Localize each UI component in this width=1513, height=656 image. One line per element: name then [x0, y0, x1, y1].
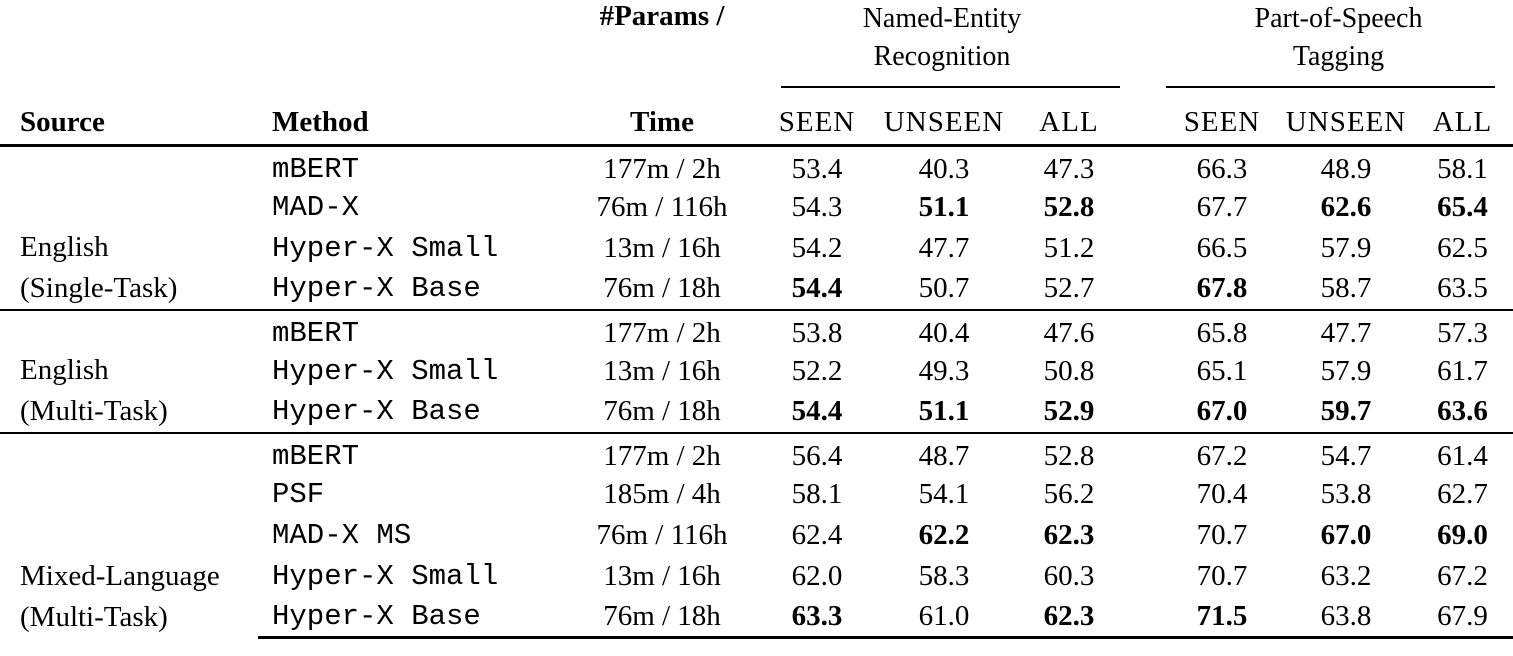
score-cell: 63.8	[1280, 597, 1412, 638]
score-cell: 62.6	[1320, 190, 1372, 223]
ner-group-header	[756, 0, 1128, 86]
gap-cell	[1128, 433, 1164, 474]
source-line1: Mixed-Language	[20, 559, 220, 592]
params-cell: 76m / 18h	[603, 395, 721, 427]
table-row	[0, 146, 1513, 187]
ner-seen-header: SEEN	[756, 100, 878, 146]
params-cell: 76m / 116h	[596, 518, 728, 551]
score-cell: 57.9	[1320, 231, 1372, 264]
method-cell: Hyper-X Small	[272, 354, 499, 388]
score-cell: 40.4	[878, 310, 1010, 351]
score-cell: 62.4	[791, 518, 843, 551]
source-line1: English	[20, 353, 109, 386]
score-cell: 53.8	[1320, 477, 1372, 510]
score-cell: 52.8	[1010, 433, 1128, 474]
pos-cmidrule-cell	[1164, 86, 1513, 100]
score-cell: 50.8	[1043, 354, 1095, 387]
method-cell: Hyper-X Base	[272, 395, 481, 428]
score-cell: 52.2	[791, 354, 843, 387]
block-english-single-task	[0, 146, 1513, 310]
source-line2: (Single-Task)	[20, 271, 178, 304]
table-row	[0, 433, 1513, 474]
score-cell: 70.4	[1196, 477, 1248, 510]
gap-cell	[1128, 310, 1164, 351]
score-cell: 47.7	[918, 231, 970, 264]
score-cell: 57.9	[1320, 354, 1372, 387]
score-cell: 51.1	[918, 395, 970, 427]
score-cell: 63.2	[1320, 559, 1372, 592]
ner-all-header: ALL	[1010, 100, 1128, 146]
pos-unseen-header: UNSEEN	[1280, 100, 1412, 146]
params-cell: 76m / 18h	[568, 597, 756, 638]
pos-group-title-line1: Part-of-Speech	[1254, 3, 1423, 34]
gap-cell	[1128, 228, 1164, 269]
score-cell: 62.3	[1010, 597, 1128, 638]
source-cell	[0, 310, 258, 433]
method-cell: mBERT	[258, 433, 568, 474]
params-cell: 76m / 116h	[596, 190, 728, 223]
source-cell	[0, 433, 258, 638]
method-column-header: Method	[258, 100, 568, 146]
method-cell: mBERT	[272, 152, 360, 186]
score-cell: 54.3	[791, 190, 843, 223]
score-cell: 56.4	[756, 433, 878, 474]
source-line2: (Multi-Task)	[20, 394, 168, 427]
pos-group-title-line2: Tagging	[1292, 41, 1385, 72]
score-cell: 69.0	[1437, 518, 1488, 551]
score-cell: 63.5	[1437, 272, 1488, 304]
params-cell: 76m / 18h	[603, 272, 721, 304]
ner-unseen-header: UNSEEN	[878, 100, 1010, 146]
score-cell: 67.0	[1320, 518, 1372, 551]
score-cell: 54.4	[791, 272, 843, 304]
params-cell: 177m / 2h	[568, 433, 756, 474]
score-cell: 67.8	[1196, 272, 1248, 304]
score-cell: 47.6	[1010, 310, 1128, 351]
gap-cell	[1128, 100, 1164, 146]
gap-cell	[1128, 86, 1164, 100]
params-cell: 177m / 2h	[568, 310, 756, 351]
score-cell: 54.7	[1280, 433, 1412, 474]
score-cell: 49.3	[918, 354, 970, 387]
score-cell: 71.5	[1164, 597, 1280, 638]
gap-cell	[1128, 187, 1164, 228]
ner-group-title-line1: Named-Entity	[862, 3, 1022, 34]
score-cell: 62.2	[918, 518, 970, 551]
score-cell: 48.7	[878, 433, 1010, 474]
source-line1: English	[20, 230, 109, 263]
score-cell: 59.7	[1320, 395, 1372, 427]
gap-cell	[1128, 0, 1164, 86]
score-cell: 47.7	[1280, 310, 1412, 351]
cmidrule-row	[0, 86, 1513, 100]
score-cell: 65.4	[1437, 190, 1488, 223]
score-cell: 67.9	[1412, 597, 1513, 638]
params-header-line1-cell	[568, 0, 756, 86]
score-cell: 40.3	[918, 152, 970, 185]
ner-group-title-line2: Recognition	[873, 41, 1011, 72]
score-cell: 54.1	[918, 477, 970, 510]
score-cell: 66.3	[1196, 152, 1248, 185]
score-cell: 70.7	[1196, 559, 1248, 592]
params-cell: 185m / 4h	[603, 477, 721, 510]
method-cell: MAD-X	[272, 190, 360, 224]
column-header-row	[0, 100, 1513, 146]
score-cell: 61.0	[878, 597, 1010, 638]
score-cell: 52.7	[1043, 272, 1095, 304]
gap-cell	[1128, 146, 1164, 187]
score-cell: 61.7	[1437, 354, 1488, 387]
method-cell: Hyper-X Small	[272, 559, 499, 593]
gap-cell	[1128, 515, 1164, 556]
empty-cell	[0, 0, 258, 86]
block-english-multi-task	[0, 310, 1513, 433]
source-cell	[0, 146, 258, 310]
score-cell: 70.7	[1196, 518, 1248, 551]
score-cell: 52.9	[1043, 395, 1095, 427]
score-cell: 62.3	[1043, 518, 1095, 551]
pos-seen-header: SEEN	[1164, 100, 1280, 146]
score-cell: 57.3	[1412, 310, 1513, 351]
score-cell: 63.6	[1437, 395, 1488, 427]
score-cell: 58.3	[918, 559, 970, 592]
group-header-row	[0, 0, 1513, 86]
score-cell: 50.7	[918, 272, 970, 304]
score-cell: 56.2	[1043, 477, 1095, 510]
score-cell: 67.2	[1164, 433, 1280, 474]
gap-cell	[1128, 597, 1164, 638]
table-header	[0, 0, 1513, 146]
gap-cell	[1128, 474, 1164, 515]
method-cell: Hyper-X Base	[272, 272, 481, 305]
score-cell: 53.4	[791, 152, 843, 185]
pos-cmidrule	[1166, 86, 1495, 88]
empty-cell	[568, 86, 756, 100]
method-cell: MAD-X MS	[272, 518, 412, 552]
pos-group-header	[1164, 0, 1513, 86]
score-cell: 54.2	[791, 231, 843, 264]
block-mixed-language-multi-task	[0, 433, 1513, 638]
score-cell: 62.7	[1437, 477, 1488, 510]
score-cell: 53.8	[756, 310, 878, 351]
score-cell: 58.7	[1320, 272, 1372, 304]
score-cell: 67.7	[1196, 190, 1248, 223]
score-cell: 48.9	[1320, 152, 1372, 185]
table-row	[0, 310, 1513, 351]
pos-all-header: ALL	[1412, 100, 1513, 146]
gap-cell	[1128, 269, 1164, 310]
source-line2: (Multi-Task)	[20, 600, 168, 633]
method-cell: PSF	[272, 477, 325, 511]
empty-cell	[0, 86, 258, 100]
params-cell: 13m / 16h	[603, 354, 721, 387]
score-cell: 66.5	[1196, 231, 1248, 264]
empty-cell	[258, 0, 568, 86]
params-cell: 13m / 16h	[603, 559, 721, 592]
empty-cell	[258, 86, 568, 100]
gap-cell	[1128, 351, 1164, 392]
gap-cell	[1128, 556, 1164, 597]
params-cell: 177m / 2h	[603, 152, 721, 185]
gap-cell	[1128, 392, 1164, 433]
score-cell: 61.4	[1412, 433, 1513, 474]
method-cell: Hyper-X Base	[258, 597, 568, 638]
source-column-header: Source	[0, 100, 258, 146]
score-cell: 58.1	[791, 477, 843, 510]
params-header-line2: Time	[568, 100, 756, 146]
score-cell: 60.3	[1043, 559, 1095, 592]
score-cell: 54.4	[791, 395, 843, 427]
score-cell: 65.8	[1164, 310, 1280, 351]
score-cell: 63.3	[756, 597, 878, 638]
score-cell: 67.2	[1437, 559, 1488, 592]
method-cell: mBERT	[258, 310, 568, 351]
method-cell: Hyper-X Small	[272, 231, 499, 265]
ner-cmidrule	[781, 86, 1120, 88]
score-cell: 51.2	[1043, 231, 1095, 264]
score-cell: 58.1	[1437, 152, 1488, 185]
score-cell: 67.0	[1196, 395, 1248, 427]
params-cell: 13m / 16h	[603, 231, 721, 264]
score-cell: 62.5	[1437, 231, 1488, 264]
params-header-line1: #Params /	[599, 0, 725, 32]
score-cell: 65.1	[1196, 354, 1248, 387]
score-cell: 47.3	[1043, 152, 1095, 185]
score-cell: 62.0	[791, 559, 843, 592]
score-cell: 51.1	[918, 190, 970, 223]
ner-cmidrule-cell	[756, 86, 1128, 100]
score-cell: 52.8	[1043, 190, 1095, 223]
